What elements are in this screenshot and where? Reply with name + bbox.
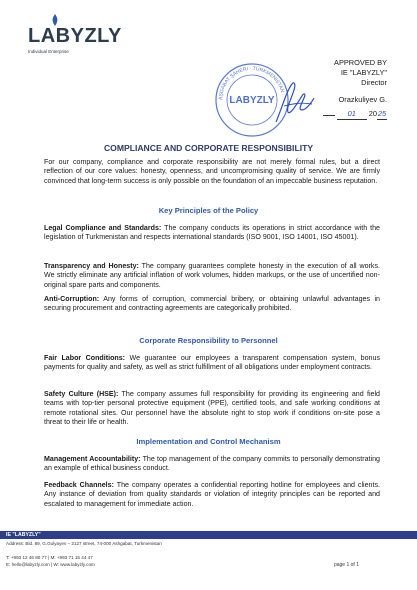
logo-subtitle: Individual Enterprise	[28, 49, 69, 54]
paragraph-label: Management Accountability:	[44, 455, 141, 463]
paragraph-legal-compliance	[44, 224, 380, 243]
approval-role: Director	[361, 78, 387, 87]
page-number: page 1 of 1	[333, 562, 359, 568]
approval-date	[323, 109, 387, 120]
date-year-suffix: 25	[377, 109, 387, 118]
logo-name: LABYZLY	[28, 25, 122, 47]
paragraph-transparency	[44, 262, 380, 290]
paragraph-text: Any forms of corruption, commercial bribery, or obtaining unlawful advantages in securing procurement and contracting agreements are categorically prohibited.	[44, 295, 380, 313]
paragraph-label: Anti-Corruption:	[44, 295, 100, 303]
paragraph-fair-labor	[44, 354, 380, 373]
approval-block	[323, 58, 387, 120]
approval-name: Orazkuliyev G.	[338, 95, 387, 104]
document-title: COMPLIANCE AND CORPORATE RESPONSIBILITY	[103, 143, 314, 153]
paragraph-label: Fair Labor Conditions:	[44, 354, 126, 362]
footer-contacts[interactable]: E: hello@labyzly.com | W: www.labyzly.com	[6, 562, 95, 567]
paragraph-text: The company conducts its operations in strict accordance with the legislation of Turkmenistan and respects international standards (ISO 9001, ISO 14001, ISO 45001).	[44, 224, 380, 242]
paragraph-label: Safety Culture (HSE):	[44, 390, 119, 398]
stamp-ring-text: AŞGABAT ŞÄHERI · TÜRKMENISTAN ·	[217, 65, 286, 101]
date-month: 01	[337, 109, 367, 120]
paragraph-text: The company guarantees complete honesty in the execution of all works. We strictly eliminate any artificial inflation of work volumes, hidden markups, or the use of uncertified non-original spare parts and components.	[44, 262, 380, 289]
approval-company: IE "LABYZLY"	[340, 68, 387, 77]
section-heading-personnel: Corporate Responsibility to Personnel	[139, 336, 278, 345]
date-year-prefix: 20	[368, 109, 377, 118]
paragraph-text: The top management of the company commits to personally demonstrating an example of ethical business conduct.	[44, 455, 380, 473]
director-signature	[268, 78, 318, 128]
paragraph-anti-corruption	[44, 295, 380, 314]
section-heading-key-principles: Key Principles of the Policy	[158, 206, 259, 215]
paragraph-label: Feedback Channels:	[44, 481, 114, 489]
section-heading-implementation: Implementation and Control Mechanism	[136, 437, 281, 446]
paragraph-safety-culture	[44, 390, 380, 428]
paragraph-label: Legal Compliance and Standards:	[44, 224, 162, 232]
paragraph-feedback-channels	[44, 481, 380, 509]
paragraph-management-accountability	[44, 455, 380, 474]
stamp-center-text: LABYZLY	[229, 95, 275, 106]
footer-bar	[0, 531, 417, 539]
paragraph-label: Transparency and Honesty:	[44, 262, 139, 270]
footer-phones: T: +993 12 46 80 77 | M: +993 71 15 44 47	[6, 555, 93, 560]
paragraph-text: We guarantee our employees a transparent compensation system, bonus payments for quality and safety, as well as strict fulfillment of all obligations under employment contracts.	[44, 354, 380, 372]
paragraph-text: The company assumes full responsibility for providing its engineering and field teams with top-tier personal protective equipment (PPE), certified tools, and safe working conditions at remote rotational sites. Our personnel have the absolute right to stop work if conditions on-site pose a threat to their life or health.	[44, 390, 380, 427]
intro-paragraph: For our company, compliance and corporate responsibility are not merely formal rules, but a direct reflection of our core values: honesty, openness, and uncompromising quality of service. We are firmly convinced that long-term success is only possible on the foundation of an impeccable business reputation.	[44, 158, 380, 185]
footer-address: Address: Bld. 89, G.Gulyayev – 2127 street, 74-000 Ashgabat, Turkmenistan	[6, 541, 162, 546]
footer-company: IE "LABYZLY"	[6, 531, 41, 538]
paragraph-text: The company operates a confidential reporting hotline for employees and clients. Any instance of deviation from quality standards or violation of integrity principles can be reported and escalated to management for immediate action.	[44, 481, 380, 508]
approved-by-label: APPROVED BY	[334, 58, 387, 67]
date-day	[323, 115, 335, 116]
